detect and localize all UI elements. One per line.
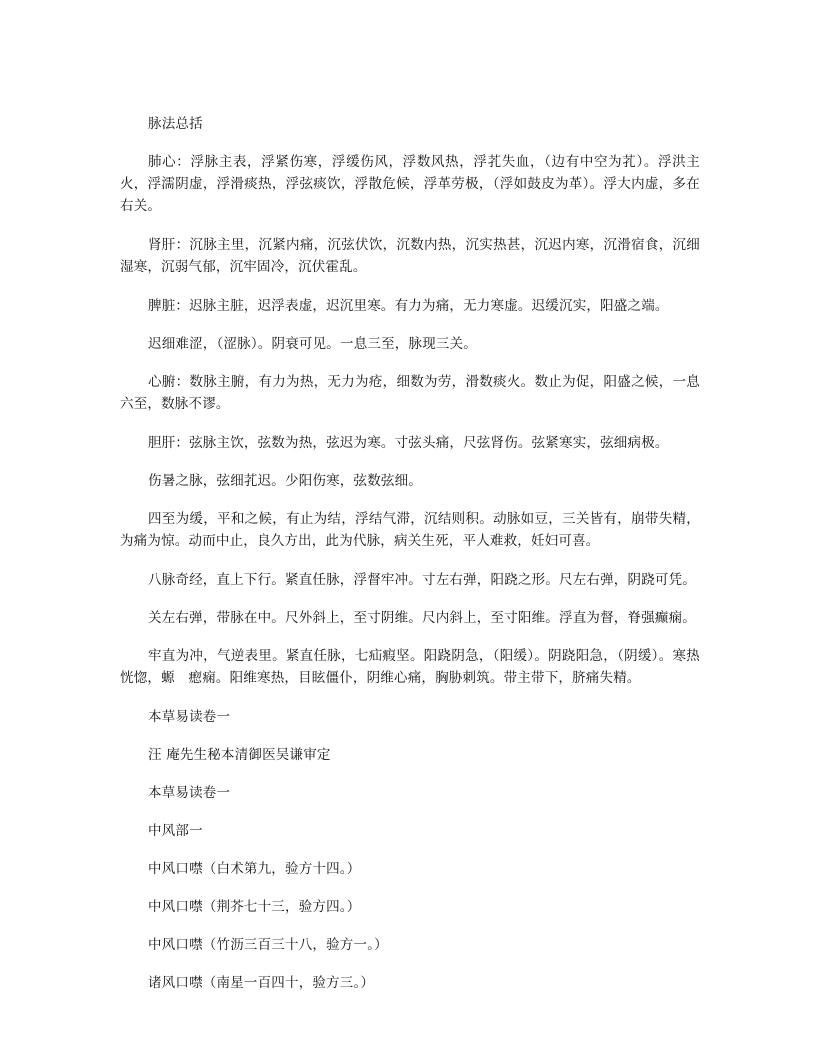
paragraph: 心腑：数脉主腑，有力为热，无力为疮，细数为劳，滑数痰火。数止为促，阳盛之候，一息六至，数脉不谬。 bbox=[120, 374, 700, 412]
list-item: 中风口噤（白术第九，验方十四。） bbox=[148, 861, 361, 877]
paragraph: 脾脏：迟脉主脏，迟浮表虚，迟沉里寒。有力为痛，无力寒虚。迟缓沉实，阳盛之端。 bbox=[148, 298, 669, 314]
volume-title: 本草易读卷一 bbox=[148, 785, 231, 801]
paragraph: 关左右弹，带脉在中。尺外斜上，至寸阴维。尺内斜上，至寸阳维。浮直为督，脊强癫痫。 bbox=[148, 610, 696, 626]
paragraph: 胆肝：弦脉主饮，弦数为热，弦迟为寒。寸弦头痛，尺弦肾伤。弦紧寒实，弦细病极。 bbox=[148, 435, 669, 451]
list-item: 中风口噤（竹沥三百三十八，验方一。） bbox=[148, 937, 388, 953]
section-heading: 中风部一 bbox=[148, 823, 203, 839]
document-body bbox=[120, 113, 700, 1010]
list-item: 诸风口噤（南星一百四十，验方三。） bbox=[148, 975, 375, 991]
author-line: 汪 庵先生秘本清御医吴谦审定 bbox=[148, 747, 331, 763]
section-heading: 脉法总括 bbox=[148, 116, 203, 132]
paragraph: 四至为缓，平和之候，有止为结，浮结气滞，沉结则积。动脉如豆，三关皆有，崩带失精，为痛为惊。动而中止，良久方出，此为代脉，病关生死，平人难救，妊妇可喜。 bbox=[120, 511, 700, 549]
volume-title: 本草易读卷一 bbox=[148, 709, 231, 725]
paragraph: 伤暑之脉，弦细芤迟。少阳伤寒，弦数弦细。 bbox=[148, 473, 422, 489]
paragraph: 迟细难涩，（涩脉）。阴衰可见。一息三至，脉现三关。 bbox=[148, 336, 477, 352]
list-item: 中风口噤（荆芥七十三，验方四。） bbox=[148, 899, 361, 915]
paragraph: 八脉奇经，直上下行。紧直任脉，浮督牢冲。寸左右弹，阳跷之形。尺左右弹，阴跷可凭。 bbox=[148, 572, 696, 588]
paragraph: 肺心：浮脉主表，浮紧伤寒，浮缓伤风，浮数风热，浮芤失血，（边有中空为芤）。浮洪主火，浮濡阴虚，浮滑痰热，浮弦痰饮，浮散危候，浮革劳极，（浮如鼓皮为革）。浮大内虚，多在右关。 bbox=[120, 154, 700, 214]
paragraph: 牢直为冲，气逆表里。紧直任脉，七疝瘕坚。阳跷阴急，（阳缓）。阴跷阳急，（阴缓）。寒热恍惚，螈 瘛痫。阳维寒热，目眩僵仆，阴维心痛，胸胁刺筑。带主带下，脐痛失精。 bbox=[120, 648, 700, 686]
paragraph: 肾肝：沉脉主里，沉紧内痛，沉弦伏饮，沉数内热，沉实热甚，沉迟内寒，沉滑宿食，沉细湿寒，沉弱气郁，沉牢固冷，沉伏霍乱。 bbox=[120, 237, 700, 275]
